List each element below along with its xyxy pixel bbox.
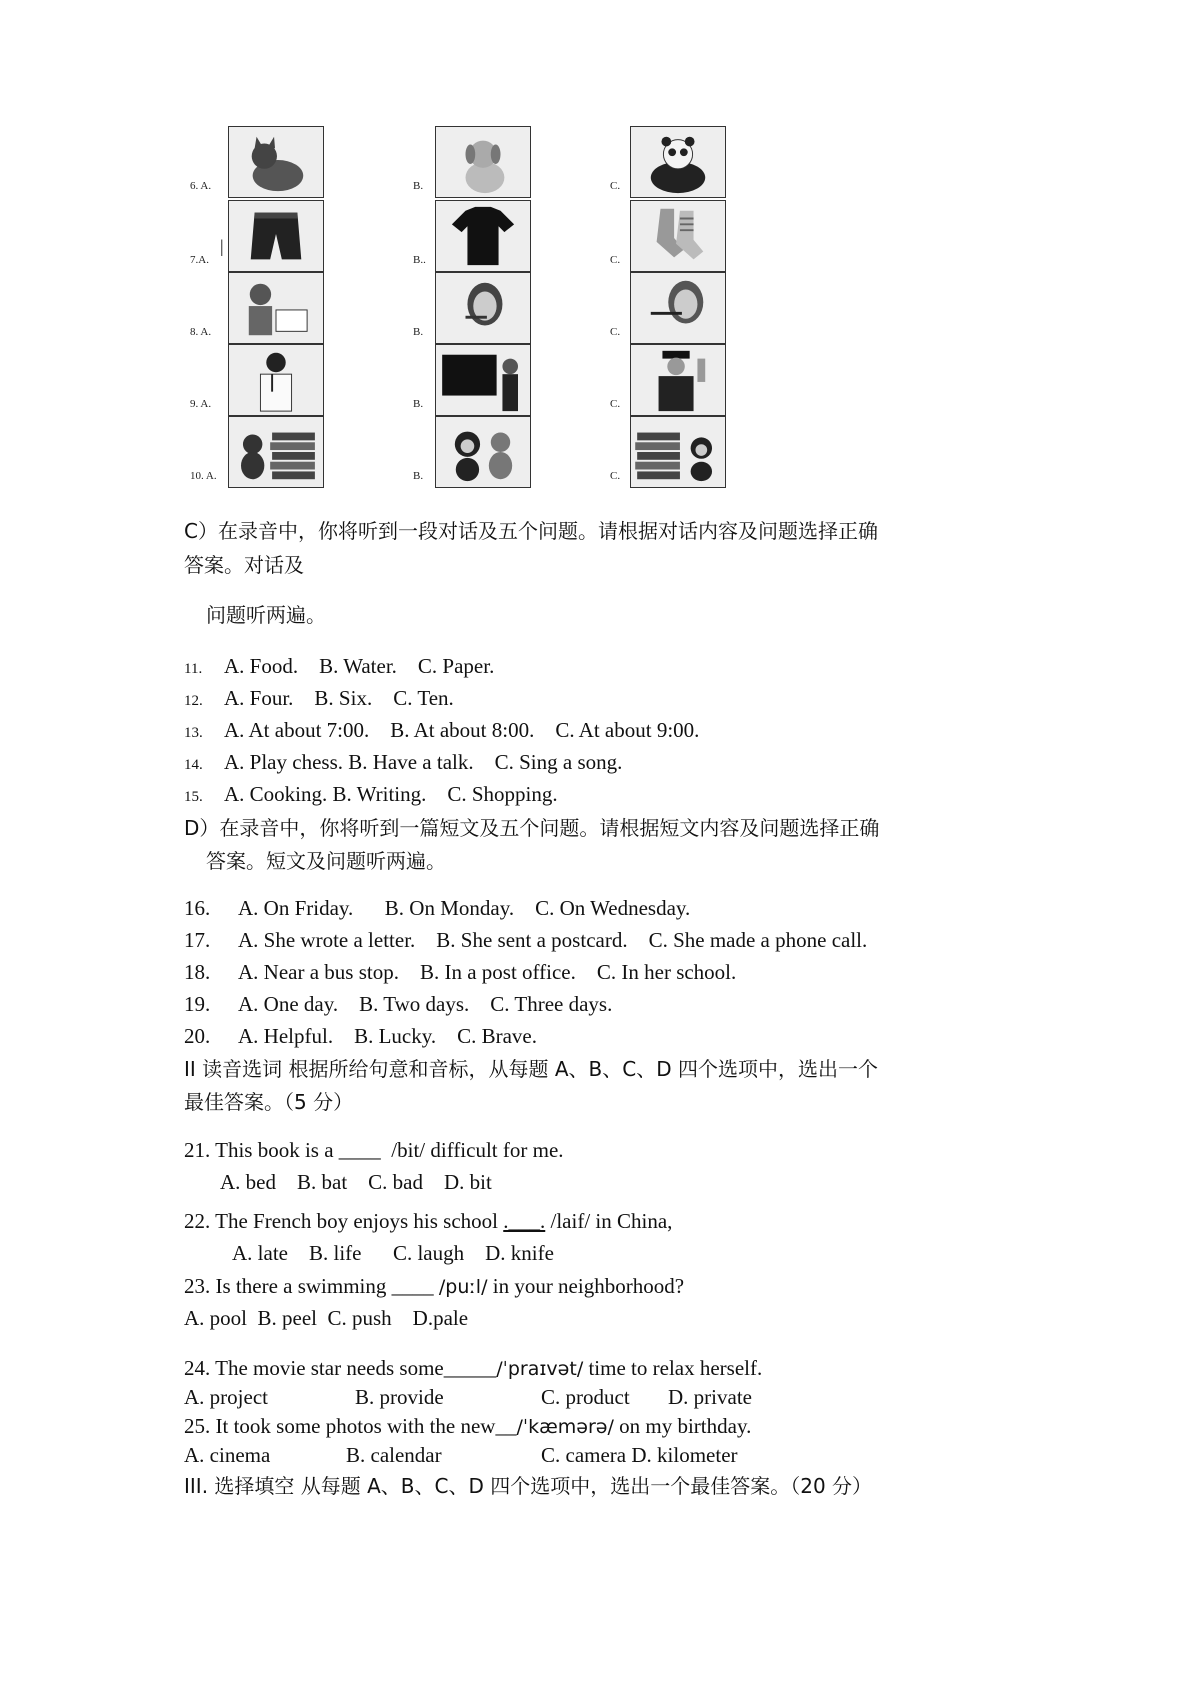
- tshirt-photo: [435, 200, 531, 272]
- phonetic-transcription: /ˈkæmərə/: [516, 1416, 614, 1438]
- section-c-instruction-cont: 问题听两遍。: [206, 603, 326, 627]
- question-13: [184, 717, 699, 746]
- option-a: A. cinema: [184, 1443, 271, 1467]
- option-c: C. product: [541, 1385, 630, 1409]
- question-stem: 22. The French boy enjoys his school: [184, 1209, 504, 1233]
- teacher-blackboard-photo: [435, 344, 531, 416]
- question-options: A. Four. B. Six. C. Ten.: [224, 686, 454, 710]
- question-options: A. One day. B. Two days. C. Three days.: [238, 992, 613, 1016]
- question-options: A. Helpful. B. Lucky. C. Brave.: [238, 1024, 538, 1048]
- question-24: [184, 1355, 762, 1382]
- row-label: C.: [610, 254, 621, 266]
- row-label: C.: [610, 470, 621, 482]
- puppy-photo: [435, 126, 531, 198]
- option-d: D. private: [668, 1385, 752, 1409]
- phonetic-transcription: /puːl/: [438, 1276, 488, 1298]
- woman-eating-photo: [630, 272, 726, 344]
- question-16: [184, 895, 690, 921]
- monkey-and-bear-photo: [435, 416, 531, 488]
- books-and-monkey-photo: [630, 416, 726, 488]
- question-options: A. Cooking. B. Writing. C. Shopping.: [224, 782, 558, 806]
- question-options: A. Food. B. Water. C. Paper.: [224, 654, 495, 678]
- question-number: 11.: [184, 661, 203, 677]
- question-number: 18.: [184, 960, 211, 984]
- row-label: C.: [610, 398, 621, 410]
- question-14: [184, 749, 622, 778]
- row-label: 8. A.: [190, 326, 212, 338]
- question-stem: 24. The movie star needs some_____: [184, 1356, 497, 1380]
- answer-blank: .___.: [503, 1209, 546, 1233]
- question-stem-end: on my birthday.: [613, 1414, 752, 1438]
- woman-brushing-teeth-photo: [435, 272, 531, 344]
- option-b: B. calendar: [346, 1443, 442, 1467]
- question-15: [184, 781, 558, 810]
- question-number: 16.: [184, 896, 211, 920]
- question-number: 20.: [184, 1024, 211, 1048]
- option-c-d: C. camera D. kilometer: [541, 1443, 738, 1467]
- question-11: [184, 653, 494, 682]
- row-label: B.: [413, 180, 424, 192]
- section-d-instruction-cont: 答案。短文及问题听两遍。: [206, 849, 446, 873]
- shorts-photo: [228, 200, 324, 272]
- woman-reading-photo: [228, 272, 324, 344]
- section-c-instruction-cont: 答案。对话及: [184, 553, 304, 577]
- row-label: 7.A.: [190, 254, 209, 266]
- row-label: C.: [610, 326, 621, 338]
- row-label: B.: [413, 326, 424, 338]
- row-label: C.: [610, 180, 621, 192]
- option-b: B. provide: [355, 1385, 444, 1409]
- row-label: 9. A.: [190, 398, 212, 410]
- question-21: 21. This book is a ____ /bit/ difficult for me.: [184, 1138, 564, 1162]
- row-label: B.: [413, 470, 424, 482]
- section-ii-instruction: II 读音选词 根据所给句意和音标，从每题 A、B、C、D 四个选项中，选出一个: [184, 1057, 878, 1081]
- question-number: 14.: [184, 757, 203, 773]
- policeman-photo: [630, 344, 726, 416]
- section-iii-instruction: III. 选择填空 从每题 A、B、C、D 四个选项中，选出一个最佳答案。（20 分）: [184, 1474, 873, 1498]
- section-c-instruction: C）在录音中，你将听到一段对话及五个问题。请根据对话内容及问题选择正确: [184, 519, 878, 543]
- question-23: [184, 1273, 684, 1300]
- question-21-options: A. bed B. bat C. bad D. bit: [220, 1170, 492, 1194]
- question-stem-end: time to relax herself.: [583, 1356, 763, 1380]
- socks-photo: [630, 200, 726, 272]
- question-18: [184, 959, 736, 985]
- question-number: 19.: [184, 992, 211, 1016]
- question-options: A. Near a bus stop. B. In a post office. C. In her school.: [238, 960, 737, 984]
- question-number: 13.: [184, 725, 203, 741]
- question-20: [184, 1023, 537, 1049]
- question-19: [184, 991, 612, 1017]
- option-a: A. project: [184, 1385, 268, 1409]
- section-ii-instruction-cont: 最佳答案。（5 分）: [184, 1090, 354, 1114]
- question-stem-end: /laif/ in China,: [545, 1209, 673, 1233]
- cat-photo: [228, 126, 324, 198]
- question-number: 15.: [184, 789, 203, 805]
- phonetic-transcription: /ˈpraɪvət/: [496, 1358, 584, 1380]
- section-d-instruction: D）在录音中，你将听到一篇短文及五个问题。请根据短文内容及问题选择正确: [184, 816, 880, 840]
- question-stem: 23. Is there a swimming ____: [184, 1274, 439, 1298]
- question-options: A. On Friday. B. On Monday. C. On Wednesday.: [238, 896, 691, 920]
- question-22-options: A. late B. life C. laugh D. knife: [232, 1241, 554, 1265]
- question-25: [184, 1413, 751, 1440]
- question-23-options: A. pool B. peel C. push D.pale: [184, 1306, 469, 1330]
- question-options: A. She wrote a letter. B. She sent a postcard. C. She made a phone call.: [238, 928, 868, 952]
- question-12: [184, 685, 454, 714]
- row-label: 6. A.: [190, 180, 212, 192]
- bear-and-books-photo: [228, 416, 324, 488]
- question-options: A. At about 7:00. B. At about 8:00. C. At about 9:00.: [224, 718, 700, 742]
- panda-photo: [630, 126, 726, 198]
- question-stem: 25. It took some photos with the new__: [184, 1414, 517, 1438]
- row-label: B..: [413, 254, 426, 266]
- row-label: 10. A.: [190, 470, 217, 482]
- question-options: A. Play chess. B. Have a talk. C. Sing a song.: [224, 750, 623, 774]
- question-stem-end: in your neighborhood?: [487, 1274, 685, 1298]
- question-number: 17.: [184, 928, 211, 952]
- question-17: [184, 927, 867, 953]
- doctor-photo: [228, 344, 324, 416]
- cursor-mark: |: [220, 236, 224, 256]
- question-number: 12.: [184, 693, 203, 709]
- row-label: B.: [413, 398, 424, 410]
- question-22: [184, 1208, 672, 1234]
